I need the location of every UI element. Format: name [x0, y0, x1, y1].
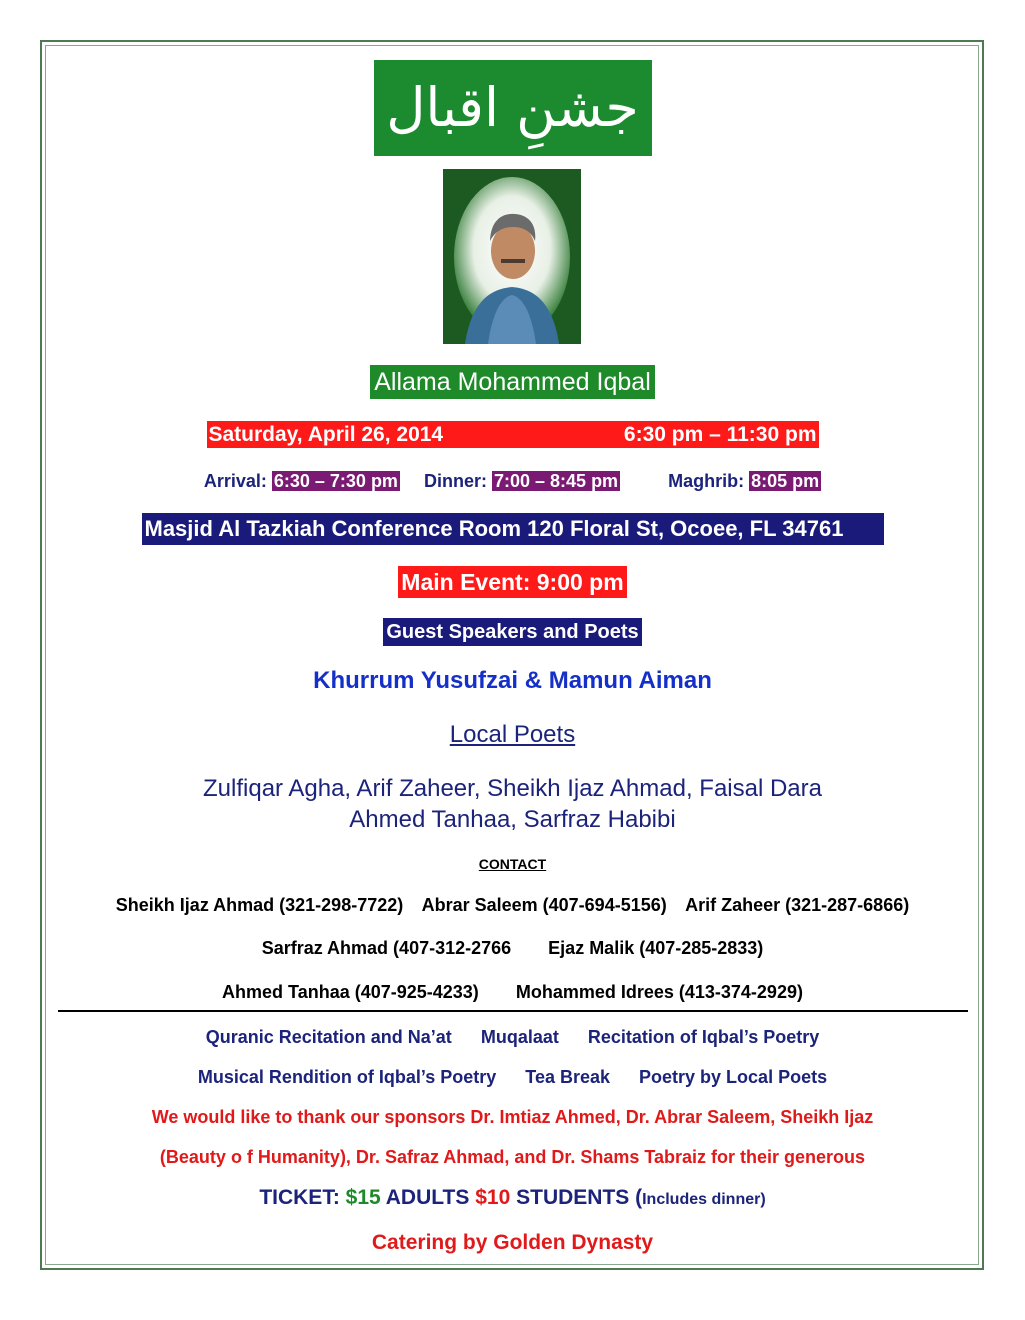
local-poets-line2: Ahmed Tanhaa, Sarfraz Habibi: [349, 806, 676, 833]
maghrib-label: Maghrib:: [668, 471, 745, 491]
arrival-label: Arrival:: [203, 471, 267, 491]
program-item: Recitation of Iqbal’s Poetry: [587, 1027, 820, 1047]
honoree-name: Allama Mohammed Iqbal: [370, 365, 655, 399]
divider-line: [58, 1010, 968, 1012]
dinner-time: 7:00 – 8:45 pm: [494, 471, 619, 491]
times-row: [0, 468, 1025, 494]
contact-label: CONTACT: [478, 856, 547, 872]
contact-item: Mohammed Idrees (413-374-2929): [515, 982, 803, 1002]
maghrib-time: 8:05 pm: [751, 471, 820, 491]
honoree-row: [0, 365, 1025, 399]
venue-row: [0, 513, 1025, 545]
program-item: Poetry by Local Poets: [639, 1067, 828, 1087]
contact-row-1: [0, 895, 1025, 916]
adult-label: ADULTS: [385, 1186, 470, 1209]
arrival-time: 6:30 – 7:30 pm: [273, 471, 398, 491]
adult-price: $15: [345, 1186, 381, 1209]
venue-address: Masjid Al Tazkiah Conference Room 120 Floral St, Ocoee, FL 34761: [142, 513, 884, 545]
local-poets-line1: Zulfiqar Agha, Arif Zaheer, Sheikh Ijaz Ahmad, Faisal Dara: [203, 775, 822, 802]
ticket-note: Includes dinner): [642, 1191, 766, 1208]
program-item: Muqalaat: [480, 1027, 559, 1047]
contact-item: Ejaz Malik (407-285-2833): [548, 938, 764, 958]
contact-item: Sarfraz Ahmad (407-312-2766: [261, 938, 512, 958]
title-row: [0, 60, 1025, 156]
program-item: Quranic Recitation and Na’at: [205, 1027, 452, 1047]
guest-heading-row: [0, 618, 1025, 646]
catering-line: Catering by Golden Dynasty: [371, 1231, 654, 1254]
contact-item: Ahmed Tanhaa (407-925-4233): [222, 982, 479, 1002]
student-label: STUDENTS (: [516, 1186, 643, 1209]
contact-item: Sheikh Ijaz Ahmad (321-298-7722): [115, 895, 404, 915]
contact-row-2: [0, 938, 1025, 959]
contact-item: Arif Zaheer (321-287-6866): [685, 895, 910, 915]
date-bar: [207, 421, 819, 448]
student-price: $10: [475, 1186, 511, 1209]
dinner-label: Dinner:: [423, 471, 487, 491]
event-time-range: 6:30 pm – 11:30 pm: [623, 423, 817, 446]
contact-row-3: [0, 982, 1025, 1003]
local-poets-heading: Local Poets: [449, 721, 576, 748]
main-event-time: Main Event: 9:00 pm: [398, 566, 626, 598]
program-item: Tea Break: [525, 1067, 611, 1087]
contact-item: Abrar Saleem (407-694-5156): [421, 895, 667, 915]
headliner-names: Khurrum Yusufzai & Mamun Aiman: [313, 667, 712, 694]
date-row: [0, 421, 1025, 448]
sponsors-line1: We would like to thank our sponsors Dr. Imtiaz Ahmed, Dr. Abrar Saleem, Sheikh Ijaz: [151, 1107, 874, 1127]
ticket-label: TICKET:: [259, 1186, 340, 1209]
event-date: Saturday, April 26, 2014: [208, 423, 444, 446]
portrait-icon: [443, 169, 581, 344]
program-row-2: [0, 1067, 1025, 1088]
guest-speakers-heading: Guest Speakers and Poets: [383, 618, 641, 646]
main-event-row: [0, 566, 1025, 598]
portrait-image: [443, 169, 581, 344]
sponsors-line2: (Beauty o f Humanity), Dr. Safraz Ahmad, and Dr. Shams Tabraiz for their generous: [159, 1147, 866, 1167]
ticket-row: [0, 1186, 1025, 1210]
program-row-1: [0, 1027, 1025, 1048]
program-item: Musical Rendition of Iqbal’s Poetry: [197, 1067, 497, 1087]
urdu-title: جشنِ اقبال: [374, 60, 652, 156]
